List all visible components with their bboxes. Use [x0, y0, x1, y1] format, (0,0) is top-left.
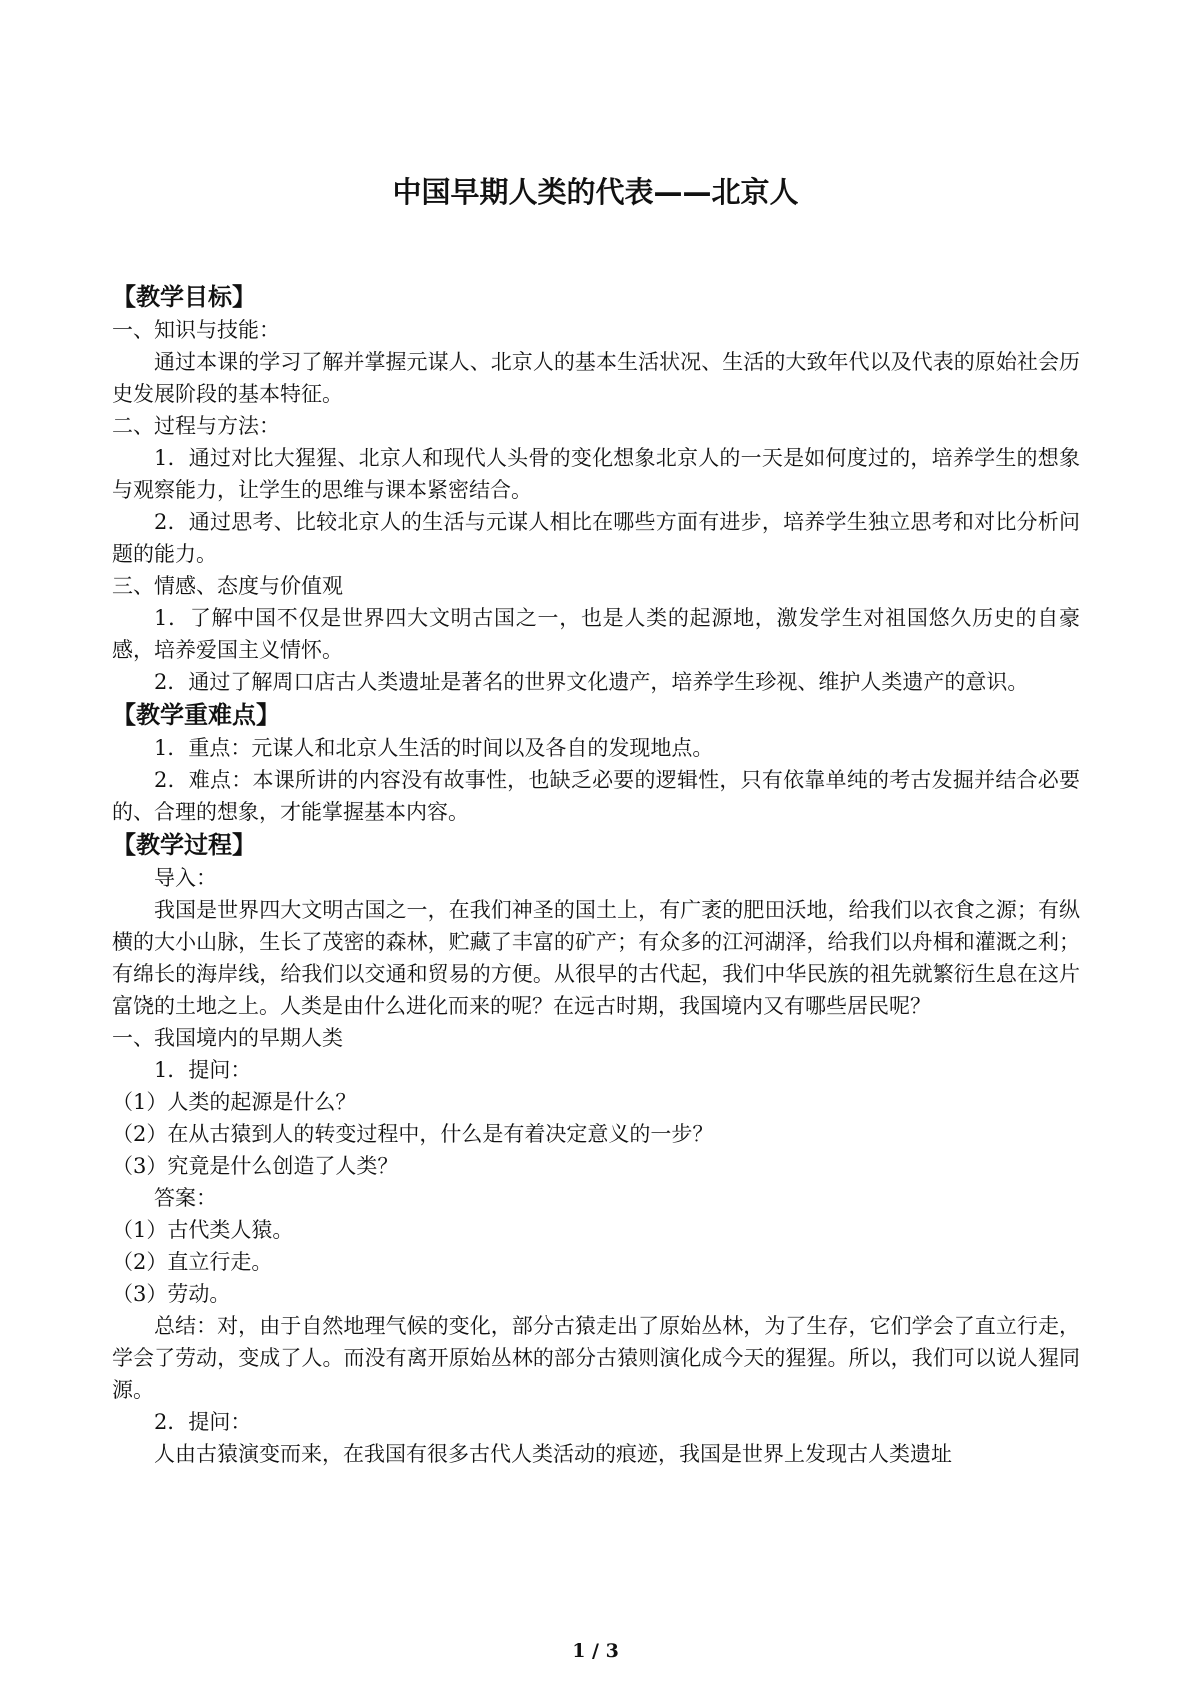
- section-heading-process: 【教学过程】: [112, 831, 256, 859]
- document-body: [112, 280, 1080, 1470]
- list-item: （1）人类的起源是什么？: [112, 1090, 357, 1114]
- subheading-knowledge-skills: 一、知识与技能：: [112, 318, 280, 342]
- list-item: （3）劳动。: [112, 1282, 231, 1306]
- section-heading-objectives: 【教学目标】: [112, 283, 256, 311]
- subheading-process-methods: 二、过程与方法：: [112, 414, 280, 438]
- subheading-early-humans: 一、我国境内的早期人类: [112, 1026, 343, 1050]
- paragraph: 人由古猿演变而来，在我国有很多古代人类活动的痕迹，我国是世界上发现古人类遗址: [154, 1442, 952, 1466]
- paragraph: 2．通过了解周口店古人类遗址是著名的世界文化遗产，培养学生珍视、维护人类遗产的意识。: [154, 670, 1029, 694]
- paragraph: 1．重点：元谋人和北京人生活的时间以及各自的发现地点。: [154, 736, 714, 760]
- subheading-emotion-values: 三、情感、态度与价值观: [112, 574, 343, 598]
- paragraph: 2．通过思考、比较北京人的生活与元谋人相比在哪些方面有进步，培养学生独立思考和对比分析问题的能力。: [112, 510, 1080, 566]
- page-number: 1 / 3: [572, 1640, 619, 1662]
- paragraph: 总结：对，由于自然地理气候的变化，部分古猿走出了原始丛林，为了生存，它们学会了直立行走，学会了劳动，变成了人。而没有离开原始丛林的部分古猿则演化成今天的猩猩。所以，我们可以说人猩同源。: [112, 1314, 1080, 1402]
- list-item: （3）究竟是什么创造了人类？: [112, 1154, 399, 1178]
- paragraph: 1．提问：: [154, 1058, 252, 1082]
- paragraph: 答案：: [154, 1186, 217, 1210]
- list-item: （2）在从古猿到人的转变过程中，什么是有着决定意义的一步？: [112, 1122, 714, 1146]
- paragraph: 2．提问：: [154, 1410, 252, 1434]
- page-title: 中国早期人类的代表——北京人: [392, 175, 799, 209]
- paragraph: 通过本课的学习了解并掌握元谋人、北京人的基本生活状况、生活的大致年代以及代表的原始社会历史发展阶段的基本特征。: [112, 350, 1080, 406]
- paragraph: 1．了解中国不仅是世界四大文明古国之一，也是人类的起源地，激发学生对祖国悠久历史的自豪感，培养爱国主义情怀。: [112, 606, 1080, 662]
- section-heading-key-points: 【教学重难点】: [112, 701, 280, 729]
- list-item: （1）古代类人猿。: [112, 1218, 294, 1242]
- paragraph: 2．难点：本课所讲的内容没有故事性，也缺乏必要的逻辑性，只有依靠单纯的考古发掘并结合必要的、合理的想象，才能掌握基本内容。: [112, 768, 1080, 824]
- list-item: （2）直立行走。: [112, 1250, 273, 1274]
- paragraph: 我国是世界四大文明古国之一，在我们神圣的国土上，有广袤的肥田沃地，给我们以衣食之源；有纵横的大小山脉，生长了茂密的森林，贮藏了丰富的矿产；有众多的江河湖泽，给我们以舟楫和灌溉之利；有绵长的海岸线，给我们以交通和贸易的方便。从很早的古代起，我们中华民族的祖先就繁衍生息在这片富饶的土地之上。人类是由什么进化而来的呢？在远古时期，我国境内又有哪些居民呢？: [112, 898, 1080, 1018]
- paragraph: 1．通过对比大猩猩、北京人和现代人头骨的变化想象北京人的一天是如何度过的，培养学生的想象与观察能力，让学生的思维与课本紧密结合。: [112, 446, 1080, 502]
- paragraph: 导入：: [154, 866, 217, 890]
